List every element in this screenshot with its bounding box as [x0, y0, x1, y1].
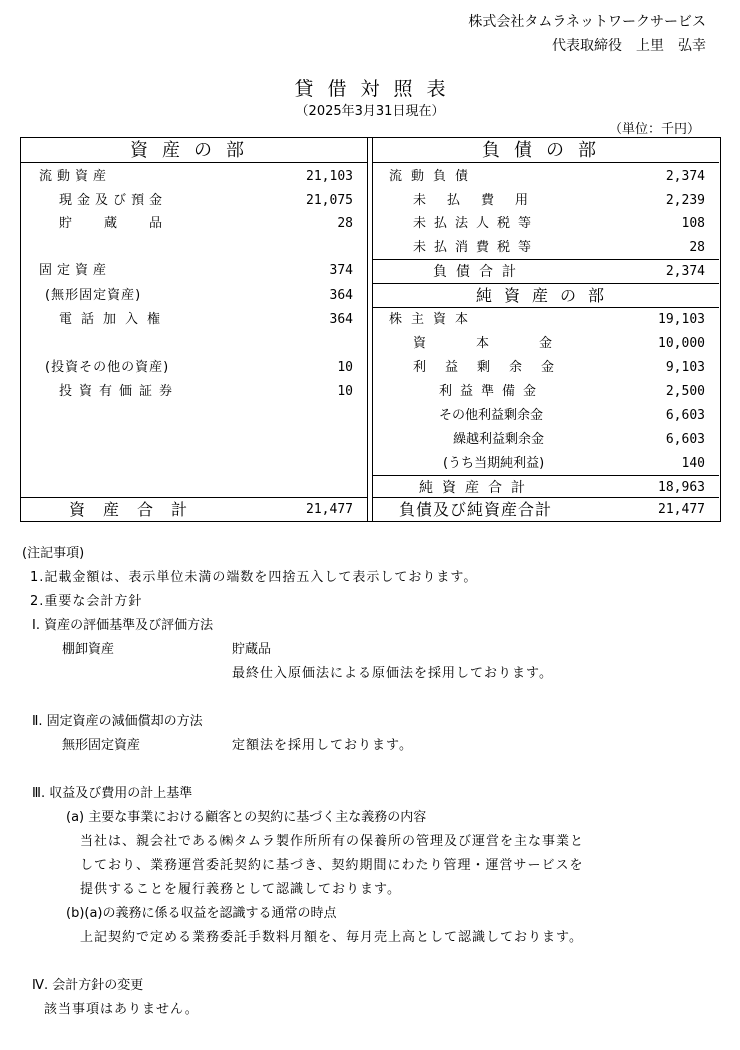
net-asset-value: 9,103 [665, 360, 705, 375]
net-asset-label: 利益剰余金 [413, 360, 574, 375]
liability-label: 未払法人税等 [413, 216, 540, 231]
asset-value: 364 [329, 312, 353, 327]
asset-label: 現金及び預金 [59, 193, 168, 208]
section-3-a-line-3: 提供することを履行義務として認識しております。 [80, 882, 401, 897]
as-of-date: （2025年3月31日現在） [295, 104, 445, 119]
asset-value: 10 [337, 384, 353, 399]
net-asset-label: 繰越利益剰余金 [453, 432, 545, 447]
liabilities-total-row [373, 259, 719, 283]
asset-label: (無形固定資産) [45, 288, 142, 303]
section-2-title: Ⅱ. 固定資産の減価償却の方法 [32, 714, 203, 729]
grand-total-value: 21,477 [658, 502, 705, 517]
net-asset-value: 19,103 [658, 312, 705, 327]
net-asset-label: 資 本 金 [413, 336, 561, 351]
assets-total-value: 21,477 [306, 502, 353, 517]
net-asset-row [373, 452, 719, 476]
note-2: 2.重要な会計方針 [30, 594, 143, 609]
asset-row [21, 308, 367, 332]
company-name: 株式会社タムラネットワークサービス [468, 14, 706, 30]
unit-label: （単位：千円） [608, 122, 700, 137]
section-2-text: 定額法を採用しております。 [232, 738, 413, 753]
liability-row [373, 236, 719, 260]
grand-total-row [373, 497, 719, 521]
assets-column [21, 138, 368, 521]
notes-heading: (注記事項) [22, 546, 85, 561]
asset-label: 流動資産 [39, 169, 112, 184]
net-asset-value: 6,603 [665, 408, 705, 423]
assets-heading: 資産の部 [21, 138, 367, 163]
net-asset-value: 10,000 [658, 336, 705, 351]
section-1-subitem: 貯蔵品 [232, 642, 272, 657]
net-asset-row [373, 356, 719, 380]
representative: 代表取締役 上里 弘幸 [552, 38, 706, 54]
liabilities-heading: 負債の部 [373, 138, 719, 163]
liability-row [373, 189, 719, 213]
asset-row [21, 165, 367, 189]
section-3-b: (b)(a)の義務に係る収益を認識する通常の時点 [66, 906, 337, 921]
net-asset-value: 140 [681, 456, 705, 471]
section-4-title: Ⅳ. 会計方針の変更 [32, 978, 144, 993]
asset-row [21, 212, 367, 236]
asset-value: 10 [337, 360, 353, 375]
section-3-b-line-1: 上記契約で定める業務委託手数料月額を、毎月売上高として認識しております。 [80, 930, 583, 945]
asset-label: 電話加入権 [59, 312, 170, 327]
asset-row [21, 284, 367, 308]
section-3-a-line-2: しており、業務運営委託契約に基づき、契約期間にわたり管理・運営サービスを [80, 858, 584, 873]
assets-total-label: 資産合計 [69, 500, 206, 519]
asset-row [21, 356, 367, 380]
liability-label: 流動負債 [389, 169, 478, 184]
section-1-title: Ⅰ. 資産の評価基準及び評価方法 [32, 618, 214, 633]
asset-label: (投資その他の資産) [45, 360, 170, 375]
asset-value: 374 [329, 263, 353, 278]
liability-row [373, 212, 719, 236]
liability-value: 2,239 [665, 193, 705, 208]
liability-label: 未 払 費 用 [413, 193, 533, 208]
balance-sheet-table [20, 137, 721, 522]
net-asset-row [373, 308, 719, 332]
liabilities-column [372, 138, 719, 521]
net-asset-value: 2,500 [665, 384, 705, 399]
section-1-item: 棚卸資産 [62, 642, 115, 657]
liability-value: 28 [689, 240, 705, 255]
asset-label: 投資有価証券 [59, 384, 180, 399]
grand-total-label: 負債及び純資産合計 [399, 500, 553, 519]
note-1: 1.記載金額は、表示単位未満の端数を四捨五入して表示しております。 [30, 570, 478, 585]
liability-value: 108 [681, 216, 705, 231]
asset-label: 固定資産 [39, 263, 112, 278]
section-1-text: 最終仕入原価法による原価法を採用しております。 [232, 666, 553, 681]
liability-label: 未払消費税等 [413, 240, 540, 255]
liabilities-total-label: 負債合計 [433, 264, 525, 280]
assets-total-row [21, 497, 367, 521]
section-3-a-line-1: 当社は、親会社である㈱タムラ製作所所有の保養所の管理及び運営を主な事業と [80, 834, 585, 849]
net-asset-row [373, 332, 719, 356]
section-3-title: Ⅲ. 収益及び費用の計上基準 [32, 786, 193, 801]
asset-value: 364 [329, 288, 353, 303]
net-asset-value: 6,603 [665, 432, 705, 447]
net-assets-total-value: 18,963 [658, 480, 705, 495]
section-3-a: (a) 主要な事業における顧客との契約に基づく主な義務の内容 [66, 810, 427, 825]
asset-row [21, 380, 367, 404]
net-asset-label: 株主資本 [389, 312, 478, 327]
asset-row [21, 189, 367, 213]
net-assets-total-row [373, 475, 719, 499]
asset-label: 貯 蔵 品 [59, 216, 165, 231]
net-asset-row [373, 380, 719, 404]
net-asset-row [373, 404, 719, 428]
asset-row [21, 259, 367, 283]
section-2-item: 無形固定資産 [62, 738, 141, 753]
net-assets-heading: 純資産の部 [373, 283, 719, 308]
document-title: 貸借対照表 [294, 78, 460, 100]
net-asset-label: 利益準備金 [439, 384, 545, 399]
net-asset-label: (うち当期純利益) [443, 456, 545, 471]
liability-row [373, 165, 719, 189]
net-assets-total-label: 純資産合計 [419, 480, 534, 496]
asset-value: 21,075 [306, 193, 353, 208]
asset-value: 28 [337, 216, 353, 231]
net-asset-row [373, 428, 719, 452]
section-4-text: 該当事項はありません。 [44, 1002, 199, 1017]
asset-value: 21,103 [306, 169, 353, 184]
liability-value: 2,374 [665, 169, 705, 184]
liabilities-total-value: 2,374 [665, 264, 705, 279]
net-asset-label: その他利益剰余金 [439, 408, 544, 423]
